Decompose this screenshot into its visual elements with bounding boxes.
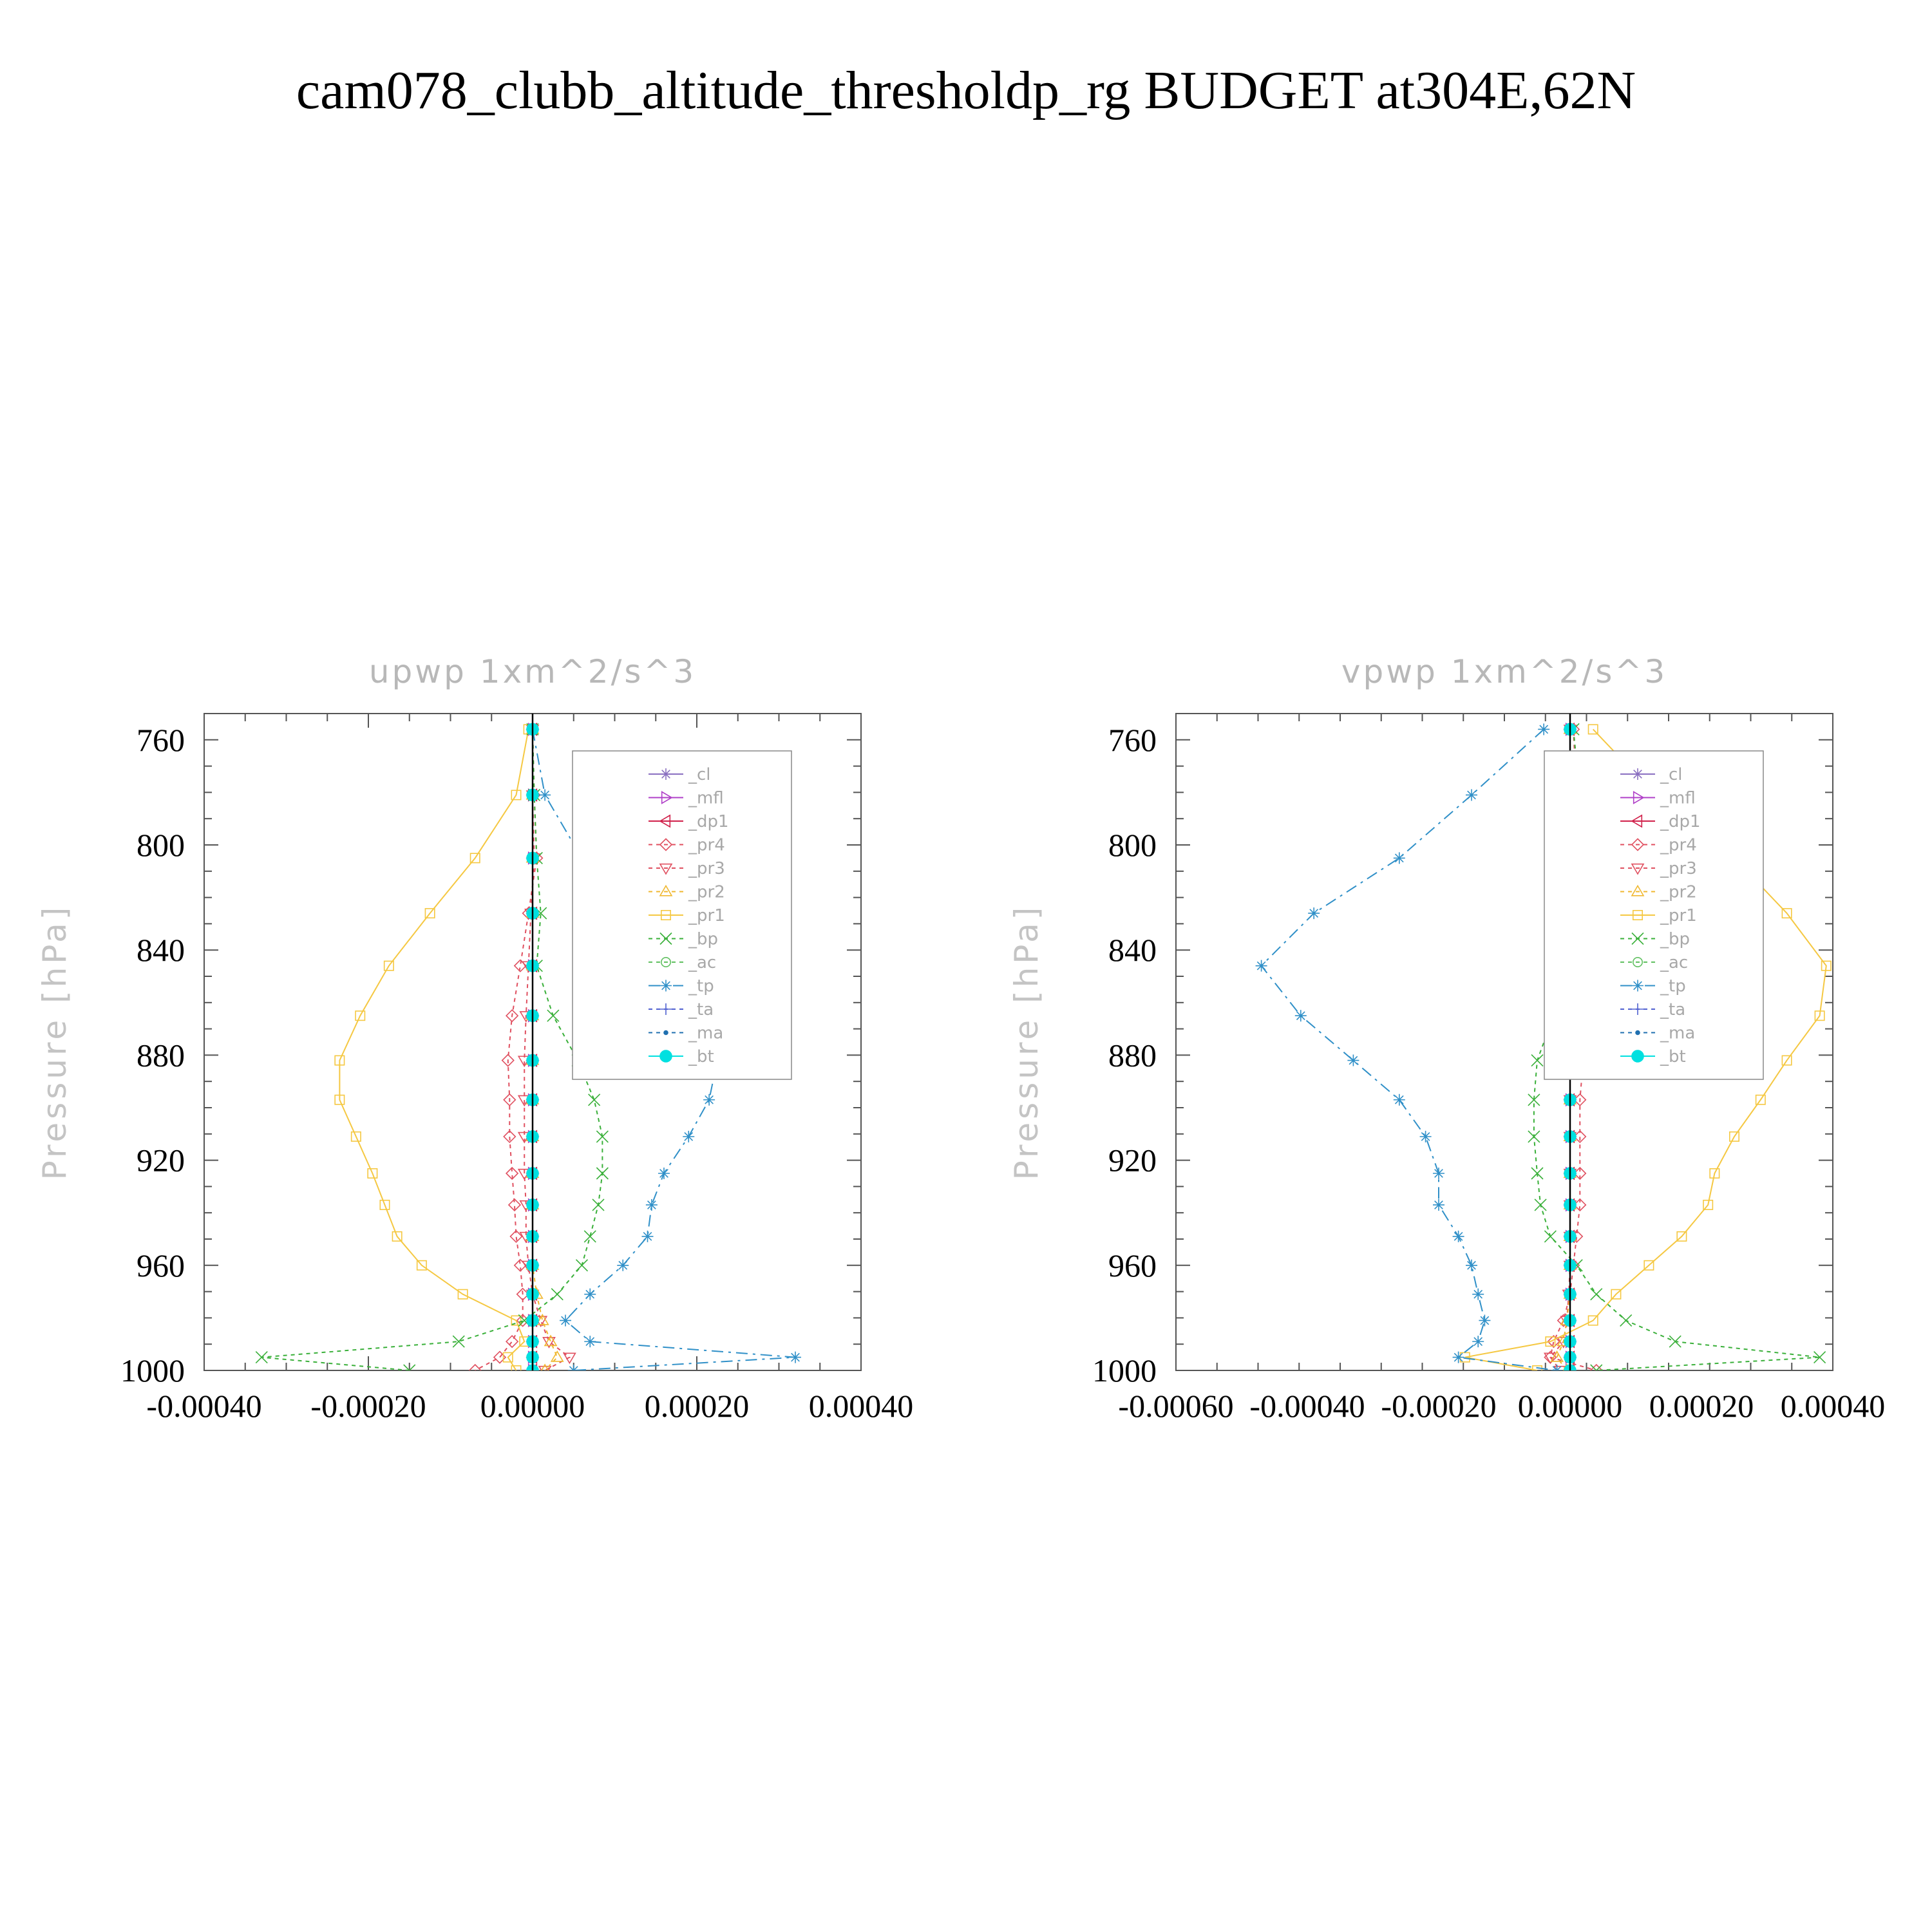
legend-label-pr3: _pr3 — [1660, 859, 1697, 878]
legend-label-cl: _cl — [688, 765, 711, 784]
legend-label-ac: _ac — [1660, 953, 1689, 972]
legend-label-ma: _ma — [1660, 1023, 1696, 1043]
series-tp-marker — [1538, 723, 1549, 735]
series-bp-marker — [596, 1131, 608, 1142]
x-tick-label: -0.00020 — [1381, 1388, 1497, 1424]
legend-label-mfl: _mfl — [1660, 788, 1696, 808]
legend-label-pr2: _pr2 — [1660, 882, 1697, 902]
series-bp-marker — [1528, 1131, 1540, 1142]
legend-label-dp1: _dp1 — [688, 812, 729, 831]
series-pr4-marker — [506, 1336, 518, 1347]
series-bp-marker — [1535, 1199, 1546, 1211]
legend-label-pr1: _pr1 — [688, 906, 725, 925]
legend-tp-marker — [1632, 980, 1643, 992]
series-pr1-line — [339, 729, 528, 1370]
y-tick-label: 880 — [137, 1037, 185, 1074]
legend-bt-marker — [1632, 1050, 1643, 1062]
y-tick-label: 840 — [1108, 932, 1157, 969]
series-tp-marker — [1256, 960, 1267, 972]
x-tick-label: -0.00040 — [1249, 1388, 1365, 1424]
series-pr2-line — [533, 729, 557, 1370]
legend-cl-marker — [660, 768, 672, 780]
legend-label-bp: _bp — [688, 929, 719, 949]
panel-title: vpwp 1xm^2/s^3 — [1341, 653, 1668, 690]
series-tp-marker — [1433, 1199, 1444, 1211]
y-tick-label: 800 — [137, 827, 185, 863]
legend-label-pr1: _pr1 — [1660, 906, 1697, 925]
y-tick-label: 1000 — [1092, 1352, 1157, 1388]
series-tp-marker — [1453, 1231, 1464, 1242]
legend-label-pr2: _pr2 — [688, 882, 725, 902]
series-tp-marker — [658, 1168, 670, 1179]
series-tp-marker — [790, 1352, 801, 1363]
legend-label-ac: _ac — [688, 953, 717, 972]
series-tp-marker — [1453, 1352, 1464, 1363]
series-tp-marker — [1433, 1168, 1444, 1179]
legend-label-ta: _ta — [688, 1000, 714, 1019]
x-tick-label: 0.00040 — [808, 1388, 914, 1424]
series-tp-marker — [683, 1131, 694, 1142]
series-bp-marker — [1620, 1314, 1632, 1326]
series-bp-line — [261, 729, 602, 1370]
series-tp-marker — [1295, 1010, 1307, 1021]
legend-bt-marker — [660, 1050, 672, 1062]
y-tick-label: 760 — [1108, 721, 1157, 758]
series-bp-marker — [1531, 1168, 1543, 1179]
y-tick-label: 920 — [137, 1142, 185, 1179]
y-axis-label: Pressure [hPa] — [1008, 904, 1045, 1180]
legend-label-ta: _ta — [1660, 1000, 1686, 1019]
legend-label-pr4: _pr4 — [1660, 835, 1697, 855]
legend — [1544, 751, 1763, 1079]
legend-label-pr4: _pr4 — [688, 835, 725, 855]
series-tp-marker — [584, 1336, 596, 1347]
panel-title: upwp 1xm^2/s^3 — [368, 653, 697, 690]
series-bp-marker — [592, 1199, 604, 1211]
y-tick-label: 800 — [1108, 827, 1157, 863]
series-tp-marker — [1479, 1314, 1490, 1326]
series-bp-marker — [576, 1260, 588, 1271]
y-tick-label: 840 — [137, 932, 185, 969]
x-tick-label: -0.00020 — [310, 1388, 426, 1424]
series-tp-marker — [1466, 1260, 1477, 1271]
y-tick-label: 960 — [137, 1247, 185, 1283]
series-bp-marker — [1669, 1336, 1681, 1347]
legend-label-mfl: _mfl — [688, 788, 724, 808]
x-tick-label: -0.00060 — [1118, 1388, 1234, 1424]
series-pr4-line — [475, 729, 537, 1370]
series-bp-marker — [256, 1352, 267, 1363]
legend-label-bp: _bp — [1660, 929, 1690, 949]
legend-label-bt: _bt — [688, 1047, 714, 1066]
legend-label-tp: _tp — [688, 976, 714, 996]
y-tick-label: 1000 — [120, 1352, 185, 1388]
legend-ma-marker — [1636, 1031, 1640, 1035]
x-tick-label: 0.00000 — [1517, 1388, 1623, 1424]
x-tick-label: 0.00020 — [644, 1388, 750, 1424]
series-pr2-marker — [551, 1352, 563, 1361]
series-tp-marker — [1420, 1131, 1432, 1142]
legend-label-pr3: _pr3 — [688, 859, 725, 878]
series-tp-marker — [539, 789, 551, 800]
series-tp-marker — [1394, 1094, 1405, 1106]
legend-ma-marker — [664, 1031, 668, 1035]
y-tick-label: 920 — [1108, 1142, 1157, 1179]
series-bp-marker — [1544, 1231, 1556, 1242]
series-tp-marker — [646, 1199, 658, 1211]
series-tp-marker — [1394, 852, 1405, 864]
upwp-panel — [36, 653, 913, 1424]
series-bp-marker — [1531, 1055, 1543, 1066]
series-bp-marker — [584, 1231, 596, 1242]
legend-tp-marker — [660, 980, 672, 992]
y-axis-label: Pressure [hPa] — [36, 904, 73, 1180]
series-bp-marker — [589, 1094, 600, 1106]
series-tp-marker — [1472, 1336, 1484, 1347]
series-tp-marker — [703, 1094, 715, 1106]
series-bp-marker — [596, 1168, 608, 1179]
x-tick-label: -0.00040 — [146, 1388, 262, 1424]
main-title: cam078_clubb_altitude_thresholdp_rg BUDGET at304E,62N — [296, 61, 1636, 120]
legend — [573, 751, 791, 1079]
legend-label-dp1: _dp1 — [1660, 812, 1701, 831]
x-tick-label: 0.00040 — [1780, 1388, 1886, 1424]
legend-label-cl: _cl — [1660, 765, 1683, 784]
legend-label-tp: _tp — [1660, 976, 1686, 996]
series-bp-marker — [551, 1289, 563, 1300]
legend-cl-marker — [1632, 768, 1643, 780]
series-bp-marker — [1591, 1289, 1602, 1300]
y-tick-label: 760 — [137, 721, 185, 758]
y-tick-label: 880 — [1108, 1037, 1157, 1074]
series-bp-marker — [547, 1010, 559, 1021]
x-tick-label: 0.00000 — [480, 1388, 585, 1424]
series-tp-marker — [617, 1260, 629, 1271]
legend-label-ma: _ma — [688, 1023, 724, 1043]
y-tick-label: 960 — [1108, 1247, 1157, 1283]
series-tp-line — [1262, 729, 1557, 1370]
legend-label-bt: _bt — [1660, 1047, 1686, 1066]
series-tp-marker — [568, 1365, 580, 1376]
x-tick-label: 0.00020 — [1649, 1388, 1754, 1424]
series-tp-marker — [1472, 1289, 1484, 1300]
vpwp-panel — [1008, 653, 1885, 1424]
